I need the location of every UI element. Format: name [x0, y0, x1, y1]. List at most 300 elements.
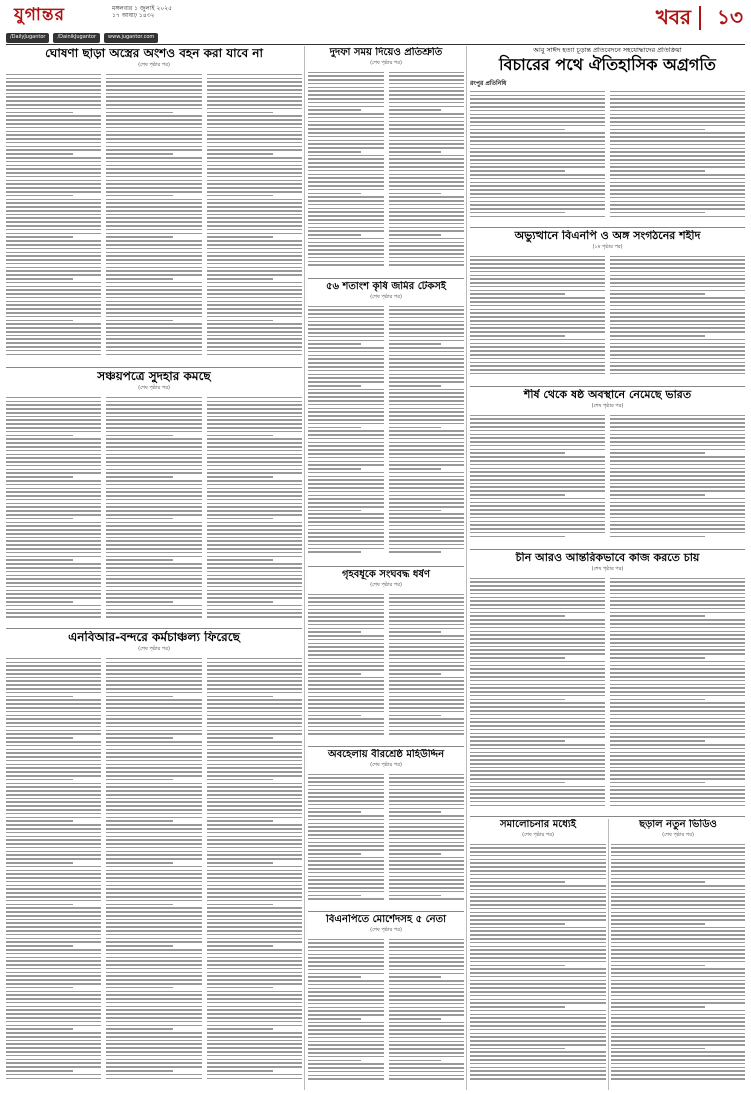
- text-line: [308, 597, 384, 599]
- text-line: [207, 533, 302, 535]
- text-line: [610, 479, 745, 481]
- text-line: [308, 815, 384, 817]
- text-line: [470, 166, 605, 168]
- text-line: [6, 552, 101, 554]
- text-line: [6, 131, 101, 133]
- story-rule: [470, 227, 745, 228]
- text-line: [6, 446, 101, 448]
- text-line: [470, 976, 606, 978]
- text-line: [308, 650, 384, 652]
- text-line: [6, 548, 101, 550]
- text-line: [308, 174, 384, 176]
- text-line: [470, 193, 605, 195]
- text-line: [308, 796, 384, 798]
- text-line: [6, 1043, 101, 1045]
- text-line: [610, 646, 745, 648]
- masthead: [0, 0, 751, 29]
- text-line: [389, 204, 465, 206]
- text-line: [610, 166, 745, 168]
- text-line: [470, 725, 605, 727]
- text-line: [6, 851, 101, 853]
- text-line: [610, 256, 745, 258]
- continuation-note: (শেষ পৃষ্ঠার পর): [370, 926, 402, 933]
- text-line: [207, 96, 302, 98]
- text-line: [207, 183, 302, 185]
- text-line: [207, 771, 302, 773]
- text-line: [106, 138, 201, 140]
- text-line: [389, 984, 465, 986]
- text-line: [389, 853, 442, 855]
- text-line: [6, 180, 101, 182]
- text-line: [610, 748, 745, 750]
- text-line: [610, 422, 745, 424]
- text-line: [470, 748, 605, 750]
- text-line: [308, 336, 384, 338]
- text-line: [6, 525, 101, 527]
- headline: অভ্যুত্থানে বিএনপি ও অঙ্গ সংগঠনের শহীদ: [514, 230, 701, 242]
- text-line: [106, 278, 173, 280]
- text-line: [611, 862, 745, 864]
- text-line: [470, 665, 605, 667]
- text-line: [610, 532, 745, 534]
- text-line: [6, 1021, 101, 1023]
- text-line: [207, 202, 302, 204]
- text-line: [308, 1003, 384, 1005]
- text-line: [470, 528, 605, 530]
- text-line: [611, 1017, 745, 1019]
- text-line: [6, 790, 101, 792]
- text-line: [6, 1040, 101, 1042]
- text-line: [106, 885, 201, 887]
- text-line: [207, 1043, 302, 1045]
- text-line: [6, 858, 101, 860]
- text-line: [389, 321, 465, 323]
- text-line: [389, 332, 465, 334]
- text-line: [106, 1002, 201, 1004]
- facebook-link[interactable]: /DailyJugantor: [6, 33, 49, 43]
- text-line: [106, 953, 201, 955]
- text-line: [6, 1006, 101, 1008]
- text-line: [6, 304, 101, 306]
- text-line: [6, 597, 101, 599]
- text-line: [207, 779, 274, 781]
- text-line: [610, 271, 745, 273]
- text-line: [610, 615, 705, 617]
- text-line: [308, 223, 384, 225]
- text-line: [106, 896, 201, 898]
- text-line: [207, 252, 302, 254]
- text-line: [6, 915, 101, 917]
- text-line: [389, 249, 465, 251]
- text-line: [611, 980, 745, 982]
- text-line: [6, 556, 101, 558]
- text-line: [470, 437, 605, 439]
- text-line: [308, 891, 384, 893]
- text-line: [106, 1074, 201, 1076]
- text-line: [389, 343, 442, 345]
- text-line: [106, 146, 201, 148]
- text-line: [470, 483, 605, 485]
- text-line: [470, 456, 605, 458]
- text-line: [308, 635, 384, 637]
- text-line: [389, 942, 465, 944]
- text-line: [106, 665, 201, 667]
- text-line: [470, 631, 605, 633]
- text-line: [207, 597, 302, 599]
- text-line: [6, 404, 101, 406]
- text-line: [308, 358, 384, 360]
- text-line: [610, 449, 745, 451]
- text-line: [389, 774, 465, 776]
- text-line: [6, 199, 101, 201]
- text-line: [610, 524, 745, 526]
- text-line: [106, 544, 201, 546]
- text-line: [6, 775, 101, 777]
- text-line: [610, 426, 745, 428]
- text-line: [6, 798, 101, 800]
- text-line: [106, 771, 201, 773]
- text-line: [106, 503, 201, 505]
- text-line: [308, 196, 384, 198]
- text-line: [308, 594, 384, 596]
- text-line: [308, 389, 384, 391]
- website-link[interactable]: www.jugantor.com: [104, 33, 158, 43]
- text-line: [6, 316, 101, 318]
- text-line: [6, 783, 101, 785]
- text-line: [207, 813, 302, 815]
- text-line: [308, 774, 384, 776]
- text-line: [389, 336, 465, 338]
- text-line: [6, 771, 101, 773]
- text-line: [610, 301, 745, 303]
- text-line: [389, 483, 465, 485]
- text-line: [389, 999, 465, 1001]
- text-line: [470, 676, 605, 678]
- text-line: [308, 370, 384, 372]
- text-line: [389, 242, 465, 244]
- text-line: [6, 286, 101, 288]
- text-line: [610, 759, 745, 761]
- text-line: [610, 805, 745, 807]
- text-line: [106, 749, 201, 751]
- text-line: [470, 957, 606, 959]
- text-line: [389, 1056, 465, 1058]
- text-line: [6, 457, 101, 459]
- text-line: [207, 590, 302, 592]
- text-line: [470, 524, 605, 526]
- text-line: [106, 1021, 201, 1023]
- text-line: [207, 972, 302, 974]
- text-line: [106, 533, 201, 535]
- text-line: [389, 124, 465, 126]
- text-line: [470, 422, 605, 424]
- text-line: [207, 446, 302, 448]
- text-line: [6, 270, 101, 272]
- text-line: [6, 1028, 73, 1030]
- text-line: [610, 286, 745, 288]
- text-line: [470, 479, 605, 481]
- text-line: [106, 934, 201, 936]
- text-line: [106, 100, 201, 102]
- text-line: [207, 745, 302, 747]
- text-line: [470, 699, 565, 701]
- text-line: [470, 793, 605, 795]
- text-line: [610, 278, 745, 280]
- text-line: [106, 472, 201, 474]
- text-line: [389, 87, 465, 89]
- text-line: [6, 331, 101, 333]
- text-line: [389, 445, 465, 447]
- text-line: [308, 132, 384, 134]
- text-line: [610, 536, 705, 538]
- text-line: [610, 597, 745, 599]
- text-line: [308, 193, 361, 195]
- text-line: [389, 819, 465, 821]
- text-line: [207, 472, 302, 474]
- text-line: [611, 1036, 745, 1038]
- text-line: [6, 308, 101, 310]
- text-line: [389, 838, 465, 840]
- text-line: [470, 278, 605, 280]
- text-line: [470, 999, 606, 1001]
- text-line: [207, 221, 302, 223]
- text-line: [207, 480, 302, 482]
- text-line: [106, 972, 201, 974]
- text-line: [308, 688, 384, 690]
- text-line: [470, 789, 605, 791]
- text-line: [470, 649, 605, 651]
- text-line: [470, 354, 605, 356]
- text-line: [106, 308, 201, 310]
- text-line: [6, 586, 101, 588]
- text-line: [389, 612, 465, 614]
- text-line: [207, 673, 302, 675]
- text-line: [207, 722, 302, 724]
- text-line: [106, 794, 201, 796]
- text-line: [6, 195, 73, 197]
- column-divider: [608, 819, 609, 1090]
- text-line: [106, 123, 201, 125]
- headline: সমালোচনার মধ্যেই: [500, 819, 576, 830]
- text-line: [106, 104, 201, 106]
- text-line: [470, 885, 606, 887]
- twitter-link[interactable]: /DainikJugantor: [53, 33, 100, 43]
- text-line: [207, 146, 302, 148]
- text-line: [106, 297, 201, 299]
- text-line: [389, 860, 465, 862]
- text-line: [610, 350, 745, 352]
- text-line: [106, 609, 201, 611]
- text-line: [6, 786, 101, 788]
- text-line: [470, 908, 606, 910]
- text-line: [308, 106, 384, 108]
- text-line: [207, 715, 302, 717]
- text-line: [470, 774, 605, 776]
- text-line: [389, 883, 465, 885]
- text-line: [308, 785, 384, 787]
- text-line: [106, 293, 201, 295]
- text-line: [106, 612, 201, 614]
- text-line: [308, 1014, 384, 1016]
- text-line: [207, 131, 302, 133]
- text-line: [610, 369, 745, 371]
- text-line: [389, 551, 442, 553]
- text-line: [106, 730, 201, 732]
- text-line: [207, 297, 302, 299]
- text-line: [308, 722, 384, 724]
- text-line: [308, 211, 384, 213]
- text-line: [470, 256, 605, 258]
- text-line: [207, 866, 302, 868]
- text-line: [611, 1010, 745, 1012]
- text-line: [106, 354, 201, 356]
- text-line: [6, 756, 101, 758]
- text-line: [106, 752, 201, 754]
- text-line: [207, 81, 302, 83]
- text-line: [610, 706, 745, 708]
- text-line: [610, 483, 745, 485]
- text-line: [308, 792, 384, 794]
- continuation-note: (শেষ পৃষ্ঠার পর): [370, 293, 402, 300]
- text-line: [308, 658, 384, 660]
- text-line: [470, 657, 565, 659]
- text-line: [610, 275, 745, 277]
- text-line: [470, 668, 605, 670]
- text-line: [106, 843, 201, 845]
- text-line: [308, 347, 384, 349]
- text-line: [6, 1051, 101, 1053]
- text-line: [207, 767, 302, 769]
- text-line: [106, 78, 201, 80]
- text-line: [6, 563, 101, 565]
- text-line: [207, 832, 302, 834]
- text-line: [389, 939, 465, 941]
- text-line: [6, 157, 101, 159]
- text-line: [106, 316, 201, 318]
- text-line: [6, 537, 101, 539]
- text-line: [308, 1007, 384, 1009]
- text-line: [610, 702, 745, 704]
- text-line: [106, 616, 201, 618]
- text-line: [106, 225, 201, 227]
- text-line: [610, 293, 705, 295]
- text-line: [6, 900, 101, 902]
- text-line: [470, 434, 605, 436]
- text-line: [308, 703, 384, 705]
- text-line: [610, 136, 745, 138]
- text-line: [6, 134, 101, 136]
- text-line: [610, 627, 745, 629]
- text-line: [106, 259, 201, 261]
- text-line: [470, 661, 605, 663]
- text-line: [6, 244, 101, 246]
- text-line: [610, 312, 745, 314]
- text-line: [106, 1013, 201, 1015]
- text-line: [106, 888, 201, 890]
- text-line: [470, 912, 606, 914]
- text-line: [207, 945, 274, 947]
- text-line: [389, 609, 465, 611]
- text-line: [610, 502, 745, 504]
- text-line: [6, 612, 101, 614]
- text-line: [389, 385, 442, 387]
- text-line: [106, 745, 201, 747]
- text-line: [389, 1014, 465, 1016]
- text-line: [389, 479, 465, 481]
- text-line: [6, 722, 101, 724]
- text-line: [106, 416, 201, 418]
- text-line: [389, 946, 465, 948]
- text-line: [6, 240, 101, 242]
- text-line: [207, 149, 302, 151]
- text-line: [207, 518, 274, 520]
- text-line: [308, 1044, 384, 1046]
- text-line: [389, 991, 465, 993]
- text-line: [470, 927, 606, 929]
- text-line: [207, 191, 302, 193]
- text-line: [106, 586, 201, 588]
- story-promise: [308, 47, 464, 275]
- text-line: [106, 964, 201, 966]
- text-line: [106, 244, 201, 246]
- text-line: [6, 529, 101, 531]
- text-line: [389, 374, 465, 376]
- text-line: [389, 605, 465, 607]
- text-line: [610, 581, 745, 583]
- text-line: [308, 1060, 361, 1062]
- text-line: [610, 456, 745, 458]
- text-line: [610, 752, 745, 754]
- text-line: [207, 225, 302, 227]
- story-rule: [308, 911, 464, 912]
- text-line: [610, 505, 745, 507]
- text-line: [6, 119, 101, 121]
- text-line: [389, 517, 465, 519]
- story-martyrs: [470, 230, 745, 384]
- text-line: [308, 495, 384, 497]
- header-rule: [6, 44, 745, 45]
- text-line: [389, 132, 465, 134]
- text-line: [207, 983, 302, 985]
- text-line: [106, 741, 201, 743]
- text-line: [6, 522, 101, 524]
- text-line: [207, 540, 302, 542]
- text-line: [389, 358, 465, 360]
- text-line: [207, 885, 302, 887]
- text-line: [6, 172, 101, 174]
- text-line: [106, 419, 201, 421]
- text-line: [610, 452, 705, 454]
- text-line: [610, 623, 745, 625]
- text-line: [207, 335, 302, 337]
- text-line: [308, 1048, 384, 1050]
- text-line: [106, 331, 201, 333]
- story-new-video: [611, 819, 745, 1090]
- text-line: [610, 721, 745, 723]
- text-line: [6, 514, 101, 516]
- text-line: [308, 1018, 361, 1020]
- text-line: [106, 461, 201, 463]
- text-line: [106, 1025, 201, 1027]
- text-line: [470, 144, 605, 146]
- text-line: [389, 980, 465, 982]
- text-line: [106, 892, 201, 894]
- text-line: [207, 127, 302, 129]
- text-line: [106, 851, 201, 853]
- text-line: [106, 877, 201, 879]
- text-line: [106, 790, 201, 792]
- text-line: [106, 926, 201, 928]
